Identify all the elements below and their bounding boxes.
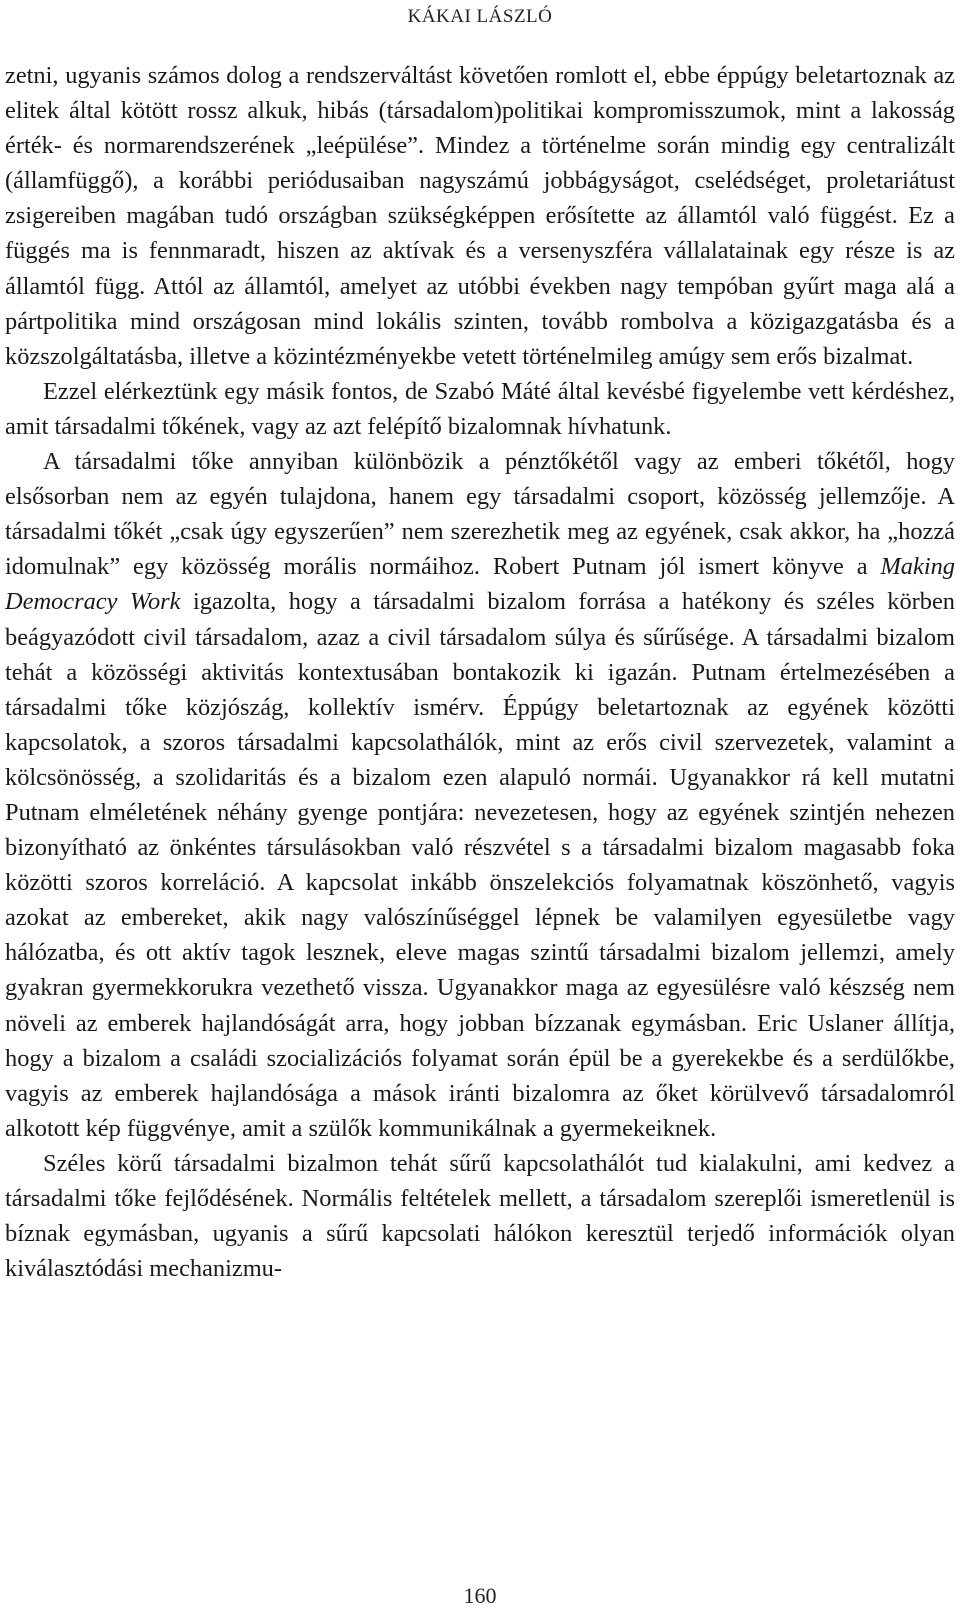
paragraph-text: igazolta, hogy a társadalmi bizalom forrása a hatékony és széles körben beágyazódott civil társadalom, azaz a civil társadalom súlya és sűrűsége. A társadalmi bizalom tehát a közösségi aktivitás kontextusában bontakozik ki igazán. Putnam értelmezésében a társadalmi tőke közjószág, kollektív ismérv. Éppúgy beletartoznak az egyének közötti kapcsolatok, a szoros társadalmi kapcsolathálók, mint az erős civil szervezetek, valamint a kölcsönösség, a szolidaritás és a bizalom ezen alapuló normái. Ugyanakkor rá kell mutatni Putnam elméletének néhány gyenge pontjára: nevezetesen, hogy az egyének szintjén nehezen bizonyítható az önkéntes társulásokban való részvétel s a társadalmi bizalom magasabb foka közötti szoros korreláció. A kapcsolat inkább önszelekciós folyamatnak köszönhető, vagyis azokat az embereket, akik nagy valószínűséggel lépnek be valamilyen egyesületbe vagy hálózatba, és ott aktív tagok lesznek, eleve magas szintű társadalmi bizalom jellemzi, amely gyakran gyermekkorukra vezethető vissza. Ugyanakkor maga az egyesülésre való készség nem növeli az emberek hajlandóságát arra, hogy jobban bízzanak egymásban. Eric Uslaner állítja, hogy a bizalom a családi szocializációs folyamat során épül be a gyerekekbe és a serdülőkbe, vagyis az emberek hajlandósága a mások iránti bizalomra az őket körülvevő társadalomról alkotott kép függvénye, amit a szülők kommunikálnak a gyermekeiknek. <box>5 588 955 1142</box>
paragraph-continuation: zetni, ugyanis számos dolog a rendszerváltást követően romlott el, ebbe éppúgy beletartoznak az elitek által kötött rossz alkuk, hibás (társadalom)politikai kompromisszumok, mint a lakosság érték- és normarendszerének „leépülése”. Mindez a történelme során mindig egy centralizált (államfüggő), a korábbi periódusaiban nagyszámú jobbágyságot, cselédséget, proletariátust zsigereiben magában tudó országban szükségképpen erősítette az államtól való függést. Ez a függés ma is fennmaradt, hiszen az aktívak és a versenyszféra vállalatainak egy része is az államtól függ. Attól az államtól, amelyet az utóbbi években nagy tempóban gyűrt maga alá a pártpolitika mind országosan mind lokális szinten, tovább rombolva a közigazgatásba és a közszolgáltatásba, illetve a közintézményekbe vetett történelmileg amúgy sem erős bizalmat. <box>5 62 955 370</box>
book-title: Making Democracy Work <box>5 553 955 616</box>
paragraph <box>5 444 955 1146</box>
paragraph: Ezzel elérkeztünk egy másik fontos, de Szabó Máté által kevésbé figyelembe vett kérdéshez, amit társadalmi tőkének, vagy az azt felépítő bizalomnak hívhatunk. <box>5 377 955 440</box>
page-number: 160 <box>463 1583 497 1608</box>
paragraph: Széles körű társadalmi bizalmon tehát sűrű kapcsolathálót tud kialakulni, ami kedvez a társadalmi tőke fejlődésének. Normális feltételek mellett, a társadalom szereplői ismeretlenül is bíznak egymásban, ugyanis a sűrű kapcsolati hálókon keresztül terjedő információk olyan kiválasztódási mechanizmu- <box>5 1149 955 1283</box>
body-text <box>5 58 955 1286</box>
paragraph-text: A társadalmi tőke annyiban különbözik a pénztőkétől vagy az emberi tőkétől, hogy elsősorban nem az egyén tulajdona, hanem egy társadalmi csoport, közösség jellemzője. A társadalmi tőkét „csak úgy egyszerűen” nem szerezhetik meg az egyének, csak akkor, ha „hozzá idomulnak” egy közösség morális normáihoz. Robert Putnam jól ismert könyve a <box>5 448 955 581</box>
running-header: KÁKAI LÁSZLÓ <box>407 6 553 27</box>
